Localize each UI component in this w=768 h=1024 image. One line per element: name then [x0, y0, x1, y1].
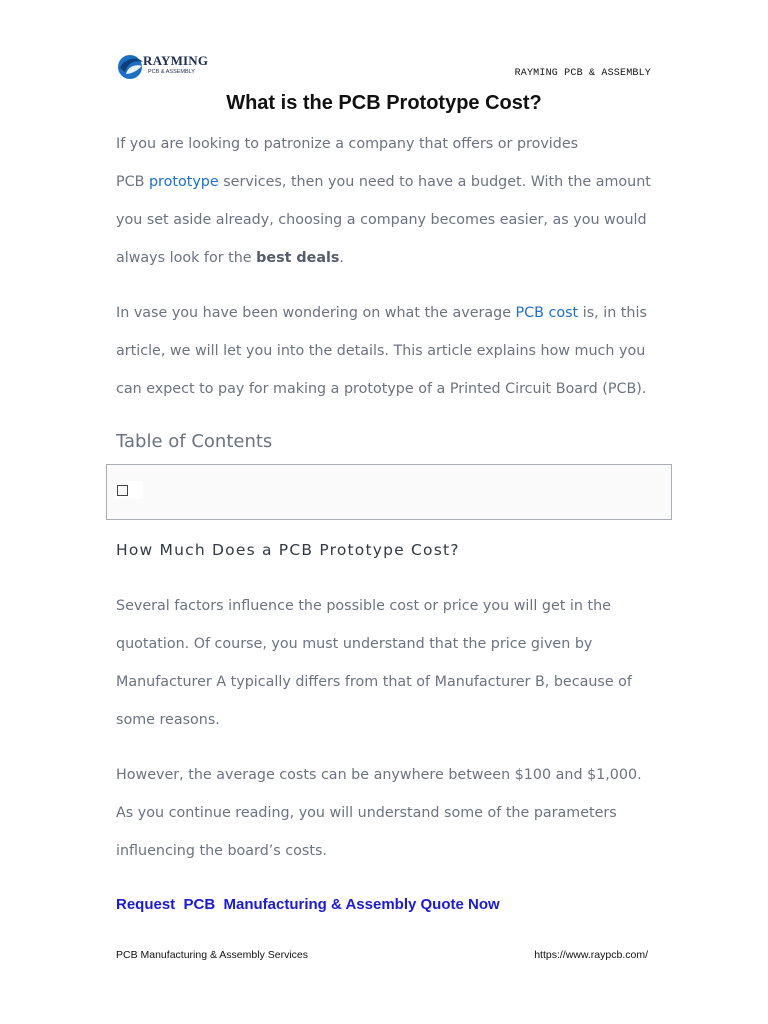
text-span: services, then you need to have a budget. With the amount	[218, 174, 651, 190]
average-cost-paragraph	[116, 756, 676, 870]
text-span: .	[339, 250, 344, 266]
pcb-cost-link[interactable]: PCB cost	[515, 305, 579, 321]
header-company-name: RAYMING PCB & ASSEMBLY	[514, 68, 651, 79]
factors-paragraph	[116, 587, 676, 739]
paragraph-line	[116, 163, 676, 201]
paragraph-line	[116, 294, 676, 332]
article-title: What is the PCB Prototype Cost?	[226, 92, 542, 114]
toc-toggle-checkbox[interactable]	[117, 485, 128, 496]
text-span: PCB	[116, 174, 149, 190]
prototype-link[interactable]: prototype	[148, 174, 219, 190]
toc-box	[106, 464, 672, 520]
page-header	[0, 0, 768, 90]
logo-subtitle: PCB & ASSEMBLY	[148, 69, 195, 75]
paragraph-line: article, we will let you into the details. This article explains how much you	[116, 343, 646, 359]
rayming-logo[interactable]	[116, 52, 216, 82]
footer-website-link[interactable]: https://www.raypcb.com/	[534, 949, 648, 961]
paragraph-line	[116, 239, 676, 277]
logo-name: RAYMING	[143, 53, 209, 68]
paragraph-line: However, the average costs can be anywhere between $100 and $1,000.	[116, 767, 642, 783]
logo-swirl-icon	[116, 52, 146, 82]
paragraph-line: quotation. Of course, you must understand that the price given by	[116, 636, 593, 652]
text-span: always look for the	[116, 250, 257, 266]
section-heading: How Much Does a PCB Prototype Cost?	[116, 541, 460, 559]
text-span: In vase you have been wondering on what the average	[116, 305, 516, 321]
paragraph-line: Several factors influence the possible cost or price you will get in the	[116, 598, 611, 614]
paragraph-line: some reasons.	[116, 712, 220, 728]
best-deals-text: best deals	[256, 250, 340, 266]
paragraph-line: If you are looking to patronize a company that offers or provides	[116, 136, 579, 152]
paragraph-line: influencing the board’s costs.	[116, 843, 327, 859]
text-span: is, in this	[578, 305, 647, 321]
request-quote-link[interactable]: Request PCB Manufacturing & Assembly Quote Now	[116, 896, 500, 913]
cost-intro-paragraph	[116, 294, 676, 408]
paragraph-line: Manufacturer A typically differs from that of Manufacturer B, because of	[116, 674, 632, 690]
toc-title: Table of Contents	[116, 431, 273, 452]
footer-services-text: PCB Manufacturing & Assembly Services	[116, 949, 308, 961]
paragraph-line: can expect to pay for making a prototype of a Printed Circuit Board (PCB).	[116, 381, 647, 397]
intro-paragraph	[116, 125, 676, 277]
paragraph-line: you set aside already, choosing a company becomes easier, as you would	[116, 212, 647, 228]
paragraph-line: As you continue reading, you will understand some of the parameters	[116, 805, 617, 821]
